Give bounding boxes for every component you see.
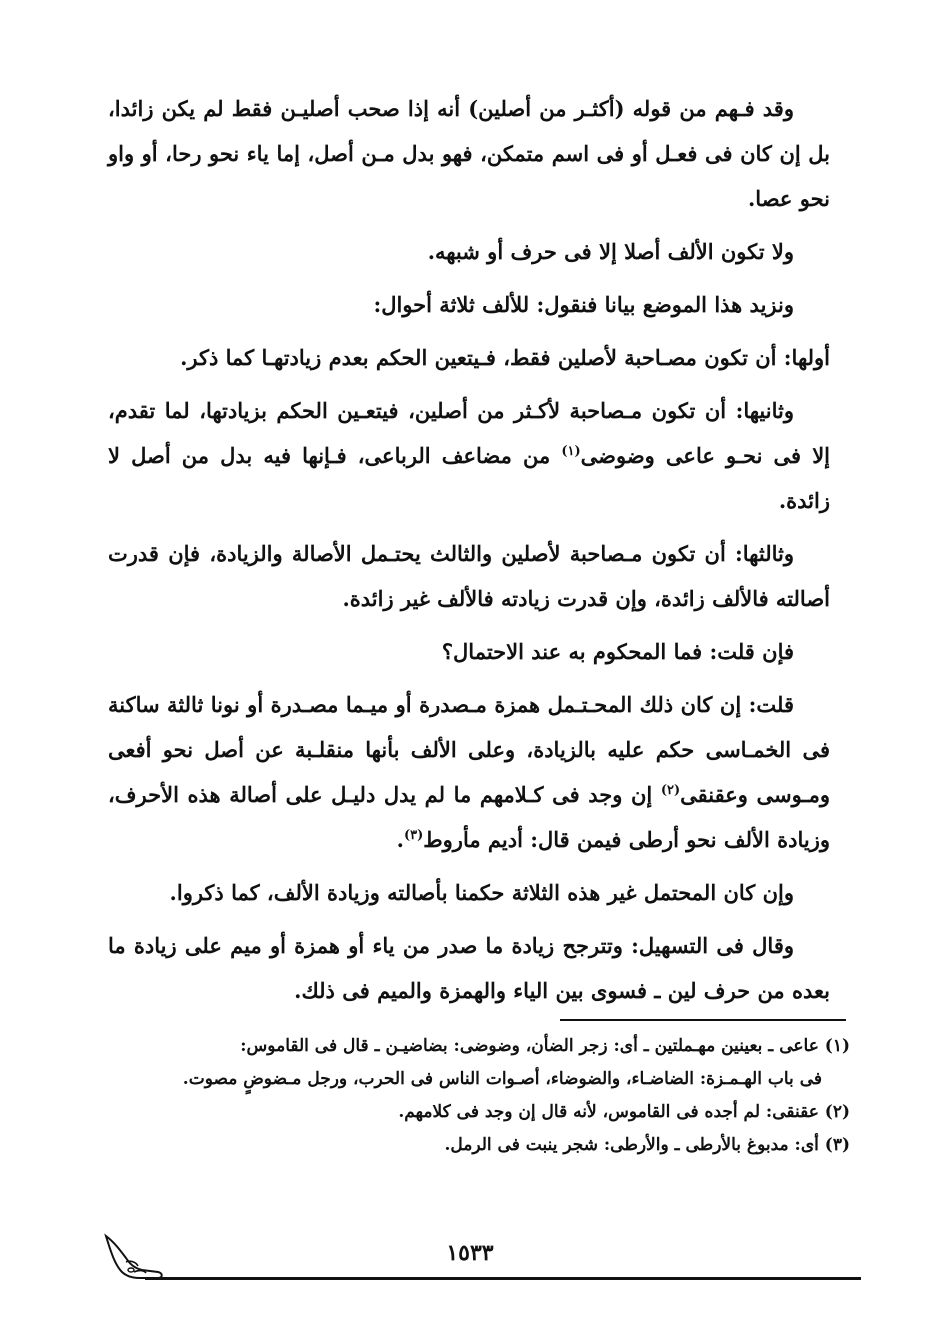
footnote-3: (٣) أى: مدبوغ بالأرطى ـ والأرطى: شجر ينبت فى الرمل. bbox=[444, 1135, 850, 1155]
paragraph-4: أولها: أن تكون مصـاحبة لأصلين فقط، فـيتعين الحكم بعدم زيادتهـا كما ذكر. bbox=[180, 345, 830, 370]
bottom-rule bbox=[145, 1277, 861, 1280]
paragraph-8-part-2: إن وجد فى كـلامهم ما لم يدل دليـل على أصالة هذه الأحرف، وزيادة الألف نحو أرطى فيمن قال: أديم مأروط bbox=[108, 782, 830, 852]
paragraph-6: وثالثها: أن تكون مـصاحبة لأصلين والثالث يحتـمل الأصالة والزيادة، فإن قدرت أصالته فالألف زائدة، وإن قدرت زيادته فالألف غير زائدة. bbox=[108, 541, 830, 611]
main-text bbox=[108, 86, 830, 1021]
paragraph-5 bbox=[108, 388, 830, 523]
paragraph-10: وقال فى التسهيل: وتترجح زيادة ما صدر من ياء أو همزة أو ميم على زيادة ما بعده من حرف لين ـ فسوى بين الياء والهمزة والميم فى ذلك. bbox=[108, 933, 830, 1003]
footnote-separator bbox=[560, 1019, 846, 1021]
paragraph-8-part-1: قلت: إن كان ذلك المحـتـمل همزة مـصدرة أو ميـما مصـدرة أو نونا ثالثة ساكنة فى الخمـاسى حكم عليه بالزيادة، وعلى الألف بأنها منقلـبة عن أصل نحو أفعى ومـوسى وعقنقى bbox=[108, 692, 830, 807]
footnote-ref-2: (٢) bbox=[660, 783, 681, 798]
paragraph-8-end: . bbox=[396, 827, 404, 852]
paragraph-5-part-2: من مضاعف الرباعى، فـإنها فيه بدل من أصل لا زائدة. bbox=[108, 443, 830, 513]
paragraph-3: ونزيد هذا الموضع بيانا فنقول: للألف ثلاثة أحوال: bbox=[373, 292, 794, 317]
footnote-ref-3: (٣) bbox=[403, 828, 424, 843]
paragraph-8 bbox=[108, 682, 830, 862]
footnote-2: (٢) عقنقى: لم أجده فى القاموس، لأنه قال إن وجد فى كلامهم. bbox=[398, 1102, 850, 1122]
paragraph-7: فإن قلت: فما المحكوم به عند الاحتمال؟ bbox=[441, 639, 794, 664]
footnote-1: (١) عاعى ـ بعينين مهـملتين ـ أى: زجر الضأن، وضوضى: بضاضيـن ـ قال فى القاموس: bbox=[240, 1036, 850, 1056]
footnote-1-continued: فى باب الهـمـزة: الضاضـاء، والضوضاء، أصـوات الناس فى الحرب، ورجل مـضوضٍ مصوت. bbox=[182, 1069, 822, 1089]
paragraph-9: وإن كان المحتمل غير هذه الثلاثة حكمنا بأصالته وزيادة الألف، كما ذكروا. bbox=[169, 880, 794, 905]
paragraph-2: ولا تكون الألف أصلا إلا فى حرف أو شبهه. bbox=[427, 239, 794, 264]
paragraph-5-part-1: وثانيها: أن تكون مـصاحبة لأكـثر من أصلين، فيتعـين الحكم بزيادتها، لما تقدم، إلا فى نحـو عاعى وضوضى bbox=[108, 398, 830, 468]
page-number: ١٥٣٣ bbox=[446, 1240, 494, 1266]
paragraph-1: وقد فـهم من قوله (أكثـر من أصلين) أنه إذا صحب أصليـن فقط لم يكن زائدا، بل إن كان فى فعـل أو فى اسم متمكن، فهو بدل مـن أصل، إما ياء نحو رحا، أو واو نحو عصا. bbox=[108, 96, 830, 211]
footnote-ref-1: (١) bbox=[561, 444, 581, 459]
footnotes bbox=[108, 1030, 850, 1162]
